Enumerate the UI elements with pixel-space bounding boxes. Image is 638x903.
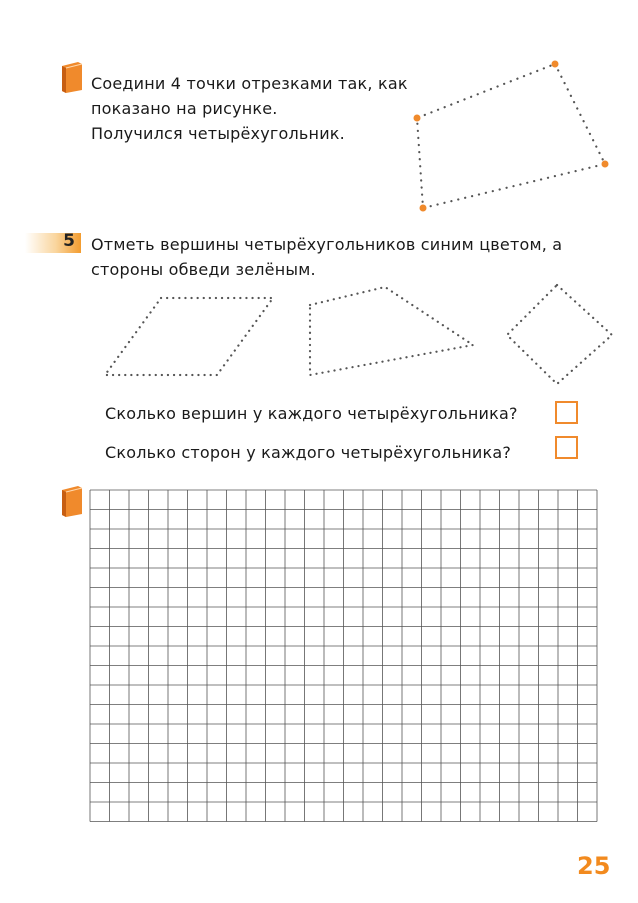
vertex-dot [602,161,609,168]
task4-line: Соедини 4 точки отрезками так, как [91,74,408,93]
task5-line: стороны обведи зелёным. [91,260,316,279]
vertex-dot [420,205,427,212]
task4-text [91,71,431,146]
vertex-dot [552,61,559,68]
trapezoid-shape [310,287,473,375]
task4-line: Получился четырёхугольник. [91,124,345,143]
page-number: 25 [577,852,611,880]
answer-box-vertices[interactable] [555,401,578,424]
task-number-badge [25,233,81,253]
task4-line: показано на рисунке. [91,99,278,118]
answer-box-sides[interactable] [555,436,578,459]
question-vertices: Сколько вершин у каждого четырёхугольника? [105,404,518,423]
task5-line: Отметь вершины четырёхугольников синим цветом, а [91,235,563,254]
squared-grid[interactable] [88,488,618,838]
task4-dotted-quadrilateral [400,50,620,220]
question-sides: Сколько сторон у каждого четырёхугольника? [105,443,512,462]
parallelogram-shape [105,298,273,375]
task5-text [91,232,611,282]
task5-shapes [95,280,625,390]
task-number: 5 [63,231,75,251]
book-icon [58,484,86,518]
rhombus-shape [507,285,612,384]
vertex-dot [414,115,421,122]
book-icon [58,60,86,94]
